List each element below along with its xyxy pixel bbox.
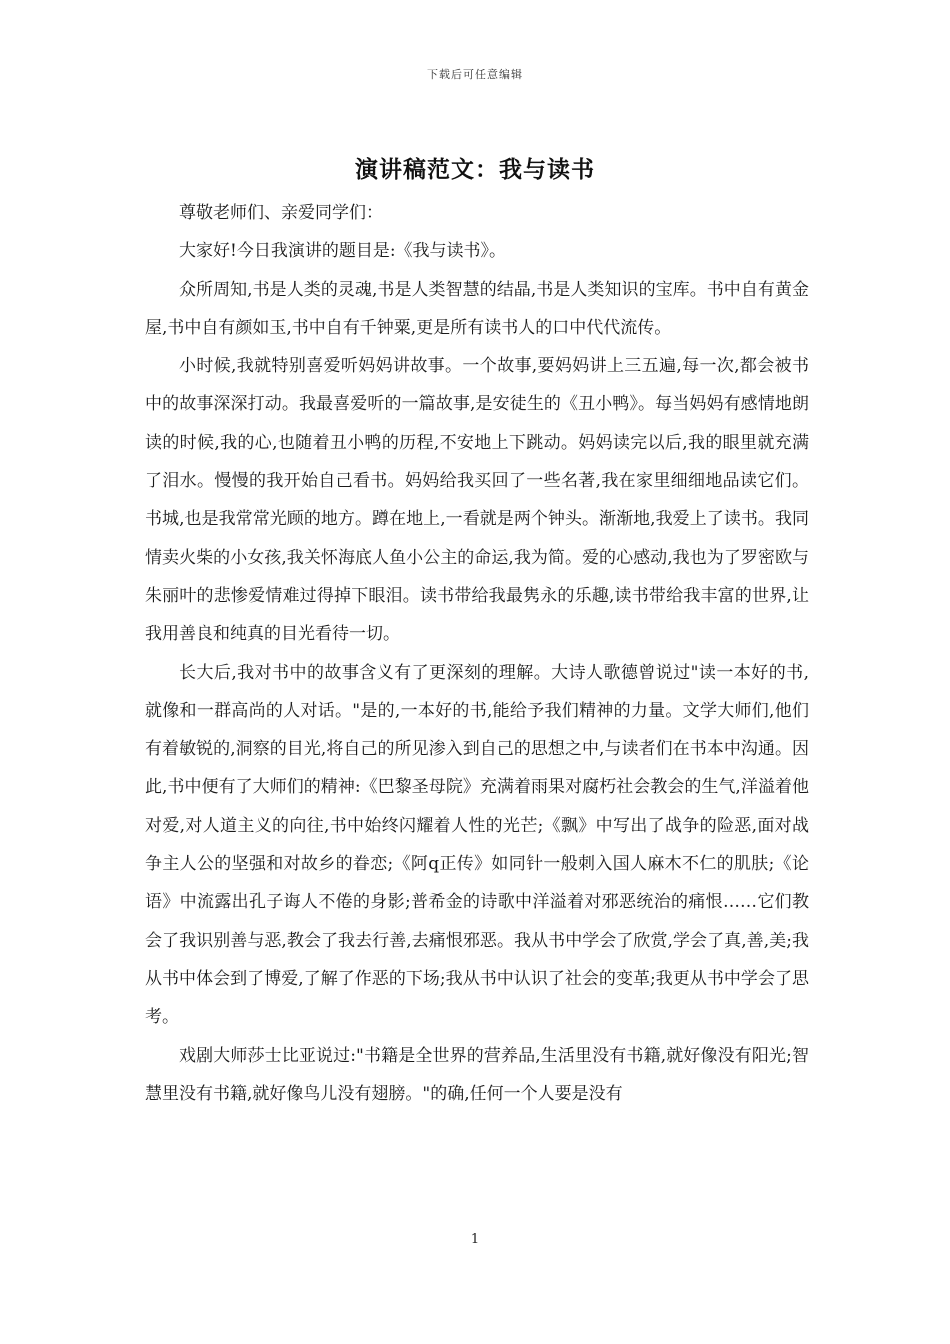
document-body bbox=[145, 194, 809, 1113]
paragraph-greeting: 大家好!今日我演讲的题目是:《我与读书》。 bbox=[179, 241, 507, 262]
paragraph-growing-up: 长大后,我对书中的故事含义有了更深刻的理解。大诗人歌德曾说过"读一本好的书,就像和一群高尚的人对话。"是的,一本好的书,能给予我们精神的力量。文学大师们,他们有着敏锐的,洞察的目光,将自己的所见渗入到自己的思想之中,与读者们在书本中沟通。因此,书中便有了大师们的精神:《巴黎圣母院》充满着雨果对腐朽社会教会的生气,洋溢着他对爱,对人道主义的向往,书中始终闪耀着人性的光芒;《飘》中写出了战争的险恶,面对战争主人公的坚强和对故乡的眷恋;《阿q正传》如同针一般刺入国人麻木不仁的肌肤;《论语》中流露出孔子诲人不倦的身影;普希金的诗歌中洋溢着对邪恶统治的痛恨……它们教会了我识别善与恶,教会了我去行善,去痛恨邪恶。我从书中学会了欣赏,学会了真,善,美;我从书中体会到了博爱,了解了作恶的下场;我从书中认识了社会的变革;我更从书中学会了思考。 bbox=[145, 662, 809, 1028]
paragraph-salutation: 尊敬老师们、亲爱同学们： bbox=[179, 203, 383, 223]
page-number: 1 bbox=[470, 1232, 480, 1247]
paragraph-shakespeare: 戏剧大师莎士比亚说过:"书籍是全世界的营养品,生活里没有书籍,就好像没有阳光;智慧里没有书籍,就好像鸟儿没有翅膀。"的确,任何一个人要是没有 bbox=[145, 1045, 809, 1104]
paragraph-intro: 众所周知,书是人类的灵魂,书是人类智慧的结晶,书是人类知识的宝库。书中自有黄金屋,书中自有颜如玉,书中自有千钟粟,更是所有读书人的口中代代流传。 bbox=[145, 279, 809, 338]
paragraph-childhood: 小时候,我就特别喜爱听妈妈讲故事。一个故事,要妈妈讲上三五遍,每一次,都会被书中的故事深深打动。我最喜爱听的一篇故事,是安徒生的《丑小鸭》。每当妈妈有感情地朗读的时候,我的心,也随着丑小鸭的历程,不安地上下跳动。妈妈读完以后,我的眼里就充满了泪水。慢慢的我开始自己看书。妈妈给我买回了一些名著,我在家里细细地品读它们。书城,也是我常常光顾的地方。蹲在地上,一看就是两个钟头。渐渐地,我爱上了读书。我同情卖火柴的小女孩,我关怀海底人鱼小公主的命运,我为简。爱的心感动,我也为了罗密欧与朱丽叶的悲惨爱情难过得掉下眼泪。读书带给我最隽永的乐趣,读书带给我丰富的世界,让我用善良和纯真的目光看待一切。 bbox=[145, 356, 809, 645]
header-note: 下载后可任意编辑 bbox=[427, 68, 523, 81]
document-title: 演讲稿范文：我与读书 bbox=[355, 156, 595, 183]
